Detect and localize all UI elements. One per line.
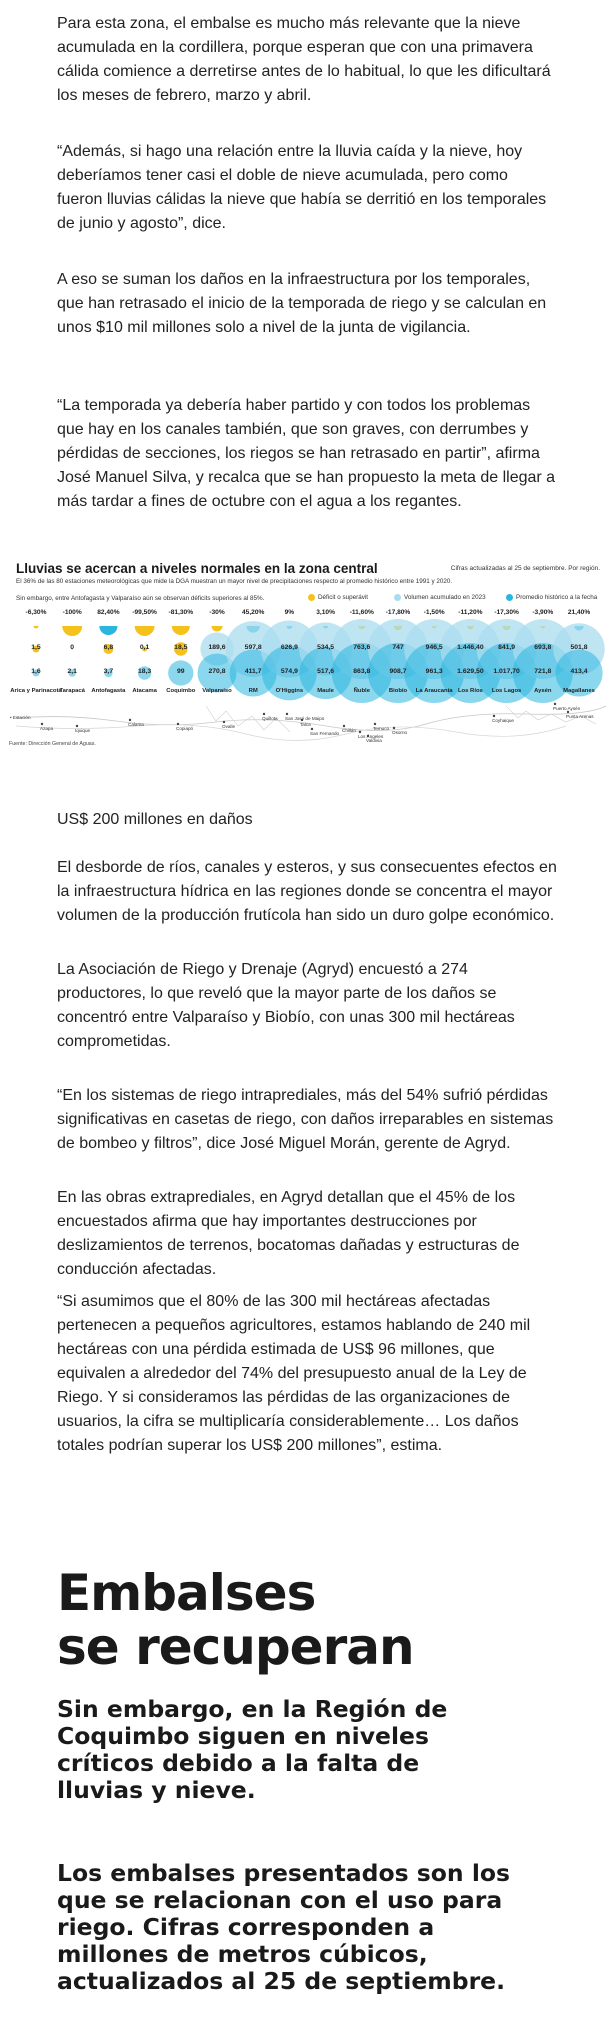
region-label-coquimbo: Coquimbo [166,688,196,694]
station-dot [567,711,569,713]
paragraph-snow-quote: “Además, si hago una relación entre la lluvia caída y la nieve, hoy deberíamos tener casi el doble de nieve acumulada, pero como fueron lluvias cálidas la nieve que había se derritió en los temporales de junio y agosto”, dice. [57,143,547,232]
paragraph-extrapredial: En las obras extraprediales, en Agryd detallan que el 45% de los encuestados afirma que hay importantes destrucciones por deslizamientos de terrenos, bocatomas dañadas y estructuras de conducción afectadas. [57,1189,520,1278]
average-label-arica-y-parinacota: 1,6 [31,668,41,675]
station-dot [263,713,265,715]
station-dot [554,703,556,705]
pct-label-los-rios: -11,20% [458,609,483,616]
average-label-nuble: 863,8 [353,668,371,675]
paragraph-river-overflow: El desborde de ríos, canales y esteros, y sus consecuentes efectos en la infraestructura hídrica en las regiones donde se concentra el mayor volumen de la producción frutícola han sido un duro golpe económico. [57,859,557,924]
poster-subtext-line-5: Los embalses presentados son los [57,1859,511,1887]
paragraph-infrastructure-damage: A eso se suman los daños en la infraestructura por los temporales, que han retrasado el inicio de la temporada de riego y se calculan en unos $10 mil millones solo a nivel de la junta de vigilancia. [57,271,547,336]
poster-subtext-line-1: Sin embargo, en la Región de [57,1695,448,1723]
region-label-antofagasta: Antofagasta [91,688,126,694]
station-label: Temuco [373,726,390,731]
station-label: Coyhaique [492,718,514,723]
station-label: Azapa [40,726,54,731]
accumulated-label-los-rios: 1.446,40 [457,644,484,651]
station-label: Chillán [342,728,357,733]
pct-label-maule: 3,10% [316,609,335,616]
region-label-magallanes: Magallanes [563,688,595,694]
average-label-la-araucania: 961,3 [425,668,443,675]
legend-deficit-label: Déficit o superávit [318,594,369,601]
station-legend: • Estación [10,715,31,720]
infographic-title: Lluvias se acercan a niveles normales en la zona central [16,561,378,576]
poster-heading-line-2: se recuperan [57,1618,414,1676]
poster-heading-line-1: Embalses [57,1564,316,1622]
region-label-maule: Maule [317,688,334,694]
station-dot [286,713,288,715]
deficit-mark-arica-y-parinacota [33,626,38,629]
pct-label-la-araucania: -1,50% [423,609,445,616]
pct-label-rm: 45,20% [242,609,265,616]
pct-label-arica-y-parinacota: -6,30% [25,609,47,616]
accumulated-label-rm: 597,8 [244,644,262,651]
deficit-mark-antofagasta [99,626,117,635]
accumulated-label-biobio: 747 [392,644,404,651]
accumulated-label-nuble: 763,6 [353,644,371,651]
average-label-aysen: 721,8 [534,668,552,675]
pct-label-tarapaca: -100% [62,609,82,616]
average-label-los-lagos: 1.017,70 [493,668,520,675]
station-dot [76,725,78,727]
station-label: Puerto Aysén [553,706,581,711]
accumulated-label-o-higgins: 626,9 [280,644,298,651]
paragraph-reservoir-relevance: Para esta zona, el embalse es mucho más relevante que la nieve acumulada en la cordillera, porque esperan que con una primavera cálida comience a derretirse antes de lo habitual, lo que les dificultará los meses de febrero, marzo y abril. [57,15,551,104]
station-dot [393,727,395,729]
accumulated-label-valparaiso: 189,6 [208,644,226,651]
station-label: Talca [300,722,311,727]
average-label-antofagasta: 3,7 [103,668,114,675]
paragraph-agryd-survey: La Asociación de Riego y Drenaje (Agryd) encuestó a 274 productores, lo que reveló que la mayor parte de los daños se concentró entre Valparaíso y Biobío, con unas 300 mil hectáreas comprometidas. [57,961,515,1050]
average-label-tarapaca: 2,1 [67,668,77,675]
station-label: Copiapó [176,726,194,731]
station-dot [129,719,131,721]
infographic-note: Sin embargo, entre Antofagasta y Valparaíso aún se observan déficits superiores al 85%. [16,595,265,602]
station-label: Los Ángeles [358,734,384,739]
pct-label-o-higgins: 9% [284,609,295,616]
station-label: San Fernando [310,731,340,736]
poster-subtext-line-4: lluvias y nieve. [57,1776,256,1804]
region-label-los-rios: Los Ríos [457,688,483,694]
station-dot [493,715,495,717]
station-label: Valdivia [366,738,382,743]
station-label: Osorno [392,730,408,735]
region-label-aysen: Aysén [534,688,552,694]
poster-subtext-line-6: que se relacionan con el uso para [57,1886,503,1914]
accumulated-label-atacama: 0,1 [139,644,150,651]
paragraph-silva-quote: “La temporada ya debería haber partido y con todos los problemas que hay en los canales también, que son graves, con derrumbes y pérdidas de secciones, los riegos se han retrasado en partir”, afirma José Manuel Silva, y recalca que se han propuesto la meta de llegar a más tardar a fines de octubre con el agua a los regantes. [57,397,556,510]
pct-label-aysen: -3,90% [532,609,554,616]
pct-label-atacama: -99,50% [132,609,157,616]
legend-average-label: Promedio histórico a la fecha [516,594,598,601]
pct-label-valparaiso: -30% [209,609,225,616]
region-label-arica-y-parinacota: Arica y Parinacota [10,688,62,694]
accumulated-label-la-araucania: 946,5 [425,644,443,651]
poster-subtext-line-2: Coquimbo siguen en niveles [57,1722,429,1750]
station-dot [374,723,376,725]
pct-label-magallanes: 21,40% [567,609,591,616]
region-label-nuble: Ñuble [353,688,370,694]
average-label-coquimbo: 99 [177,668,185,675]
deficit-mark-tarapaca [62,626,82,636]
station-label: Iquique [75,728,91,733]
infographic-subtitle: El 36% de las 80 estaciones meteorológicas que mide la DGA muestran un mayor nivel de precipitaciones respecto al promedio histórico entre 1991 y 2020. [16,578,453,585]
average-label-biobio: 908,7 [389,668,407,675]
deficit-mark-atacama [135,626,155,636]
pct-label-nuble: -11,60% [349,609,374,616]
infographic-source: Fuente: Dirección General de Aguas. [9,741,96,747]
pct-label-los-lagos: -17,30% [494,609,519,616]
region-label-biobio: Biobío [388,688,408,694]
accumulated-label-coquimbo: 18,5 [174,644,188,651]
station-label: Ovalle [222,724,236,729]
accumulated-label-los-lagos: 841,9 [498,644,516,651]
section-subheading: US$ 200 millones en daños [57,811,253,828]
station-label: San José de Maipo [285,716,325,721]
deficit-mark-coquimbo [172,626,190,635]
average-label-o-higgins: 574,9 [280,668,298,675]
average-label-maule: 517,6 [317,668,335,675]
deficit-mark-valparaiso [212,626,223,631]
average-label-los-rios: 1.629,50 [457,668,484,675]
station-dot [41,723,43,725]
station-label: Quillota [262,716,278,721]
paragraph-loss-estimate: “Si asumimos que el 80% de las 300 mil hectáreas afectadas pertenecen a pequeños agricultores, estamos hablando de 240 mil hectáreas con una pérdida estimada de US$ 96 millones, que equivalen a alrededor del 74% del presupuesto anual de la Ley de Riego. Y si consideramos las pérdidas de las organizaciones de usuarios, la cifra se multiplicaría considerablemente… Los daños totales podrían superar los US$ 200 millones”, estima. [57,1293,531,1454]
station-dot [311,728,313,730]
accumulated-label-maule: 534,5 [317,644,335,651]
region-label-tarapaca: Tarapacá [59,688,85,694]
station-dot [223,721,225,723]
infographic-updated: Cifras actualizadas al 25 de septiembre. Por región. [450,565,600,572]
pct-label-antofagasta: 82,40% [97,609,120,616]
poster-subtext-line-3: críticos debido a la falta de [57,1749,420,1777]
accumulated-label-aysen: 693,8 [534,644,552,651]
station-label: Punta Arenas [566,714,594,719]
accumulated-label-magallanes: 501,8 [570,644,588,651]
poster-subtext-line-9: actualizados al 25 de septiembre. [57,1967,506,1995]
poster-subtext-line-7: riego. Cifras corresponden a [57,1913,435,1941]
station-dot [359,731,361,733]
average-label-atacama: 18,3 [137,668,152,675]
accumulated-label-antofagasta: 6,8 [103,644,114,651]
region-label-atacama: Atacama [132,688,157,694]
average-label-valparaiso: 270,8 [208,668,226,675]
station-dot [177,723,179,725]
pct-label-biobio: -17,80% [385,609,411,616]
accumulated-label-tarapaca: 0 [70,644,75,651]
rainfall-infographic [6,556,606,750]
accumulated-label-arica-y-parinacota: 1,5 [31,644,41,651]
poster-subtext-line-8: millones de metros cúbicos, [57,1940,428,1968]
station-label: Calama [128,722,144,727]
region-label-los-lagos: Los Lagos [491,688,522,694]
average-label-rm: 411,7 [244,668,262,675]
average-label-magallanes: 413,4 [570,668,588,675]
region-label-rm: RM [248,688,258,694]
region-label-valparaiso: Valparaíso [202,688,232,694]
station-dot [343,725,345,727]
pct-label-coquimbo: -81,30% [168,609,194,616]
paragraph-intrapredial: “En los sistemas de riego intraprediales, más del 54% sufrió pérdidas significativas en casetas de riego, con daños irreparables en sistemas de bombeo y filtros”, dice José Miguel Morán, gerente de Agryd. [57,1087,554,1152]
region-label-o-higgins: O'Higgins [275,688,304,694]
region-label-la-araucania: La Araucanía [415,688,453,694]
legend-volume-label: Volumen acumulado en 2023 [404,594,486,601]
